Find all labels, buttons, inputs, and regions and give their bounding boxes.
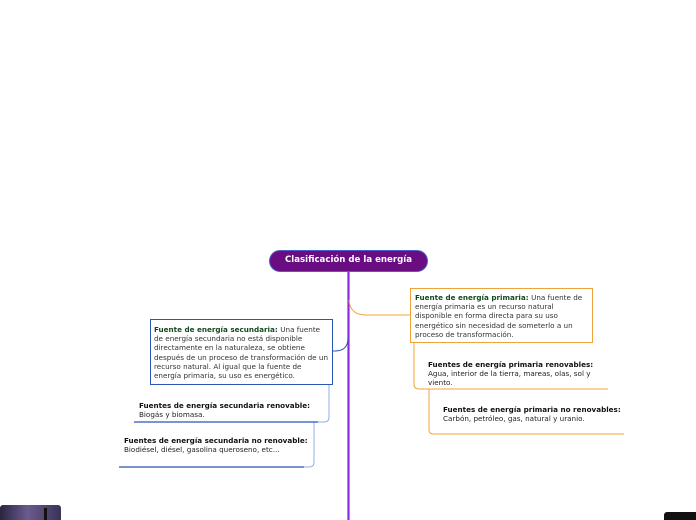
secondary-energy-text: Una fuente de energía secundaria no está disponible directamente en la naturaleza, se obtiene después de un proceso de transformación de un recurso natural. Al igual que la fuente de energía primaria, su uso es energético. xyxy=(154,325,328,381)
primary-energy-node[interactable] xyxy=(410,288,593,343)
secondary-nonrenewable-text: Biodiésel, diésel, gasolina queroseno, etc... xyxy=(124,445,280,455)
corner-thumbnail[interactable] xyxy=(0,505,61,520)
secondary-nonrenewable-label: Fuentes de energía secundaria no renovable: xyxy=(124,436,308,445)
thumbnail-bar xyxy=(44,508,47,520)
secondary-nonrenewable-node[interactable] xyxy=(124,436,309,454)
branch-primary-line xyxy=(349,300,410,315)
primary-renewable-label: Fuentes de energía primaria renovables: xyxy=(428,360,594,369)
primary-renewable-node[interactable] xyxy=(428,360,606,388)
primary-energy-text: Una fuente de energía primaria es un recurso natural disponible en forma directa para su uso energético sin necesidad de someterlo a un proceso de transformación. xyxy=(415,293,583,339)
branch-secondary-line xyxy=(333,338,348,351)
root-title: Clasificación de la energía xyxy=(284,255,413,265)
secondary-renewable-node[interactable] xyxy=(139,401,324,419)
secondary-energy-label: Fuente de energía secundaria: xyxy=(154,325,281,334)
secondary-renewable-text: Biogás y biomasa. xyxy=(139,410,205,420)
primary-renewable-text: Agua, interior de la tierra, mareas, olas, sol y viento. xyxy=(428,369,591,388)
primary-energy-label: Fuente de energía primaria: xyxy=(415,293,532,302)
root-node[interactable] xyxy=(269,250,428,272)
secondary-renewable-label: Fuentes de energía secundaria renovable: xyxy=(139,401,311,410)
primary-nonrenewable-text: Carbón, petróleo, gas, natural y uranio. xyxy=(443,414,585,424)
corner-control[interactable] xyxy=(664,512,696,520)
primary-nonrenewable-node[interactable] xyxy=(443,405,621,423)
secondary-energy-node[interactable] xyxy=(150,319,333,385)
primary-nonrenewable-label: Fuentes de energía primaria no renovables: xyxy=(443,405,621,414)
